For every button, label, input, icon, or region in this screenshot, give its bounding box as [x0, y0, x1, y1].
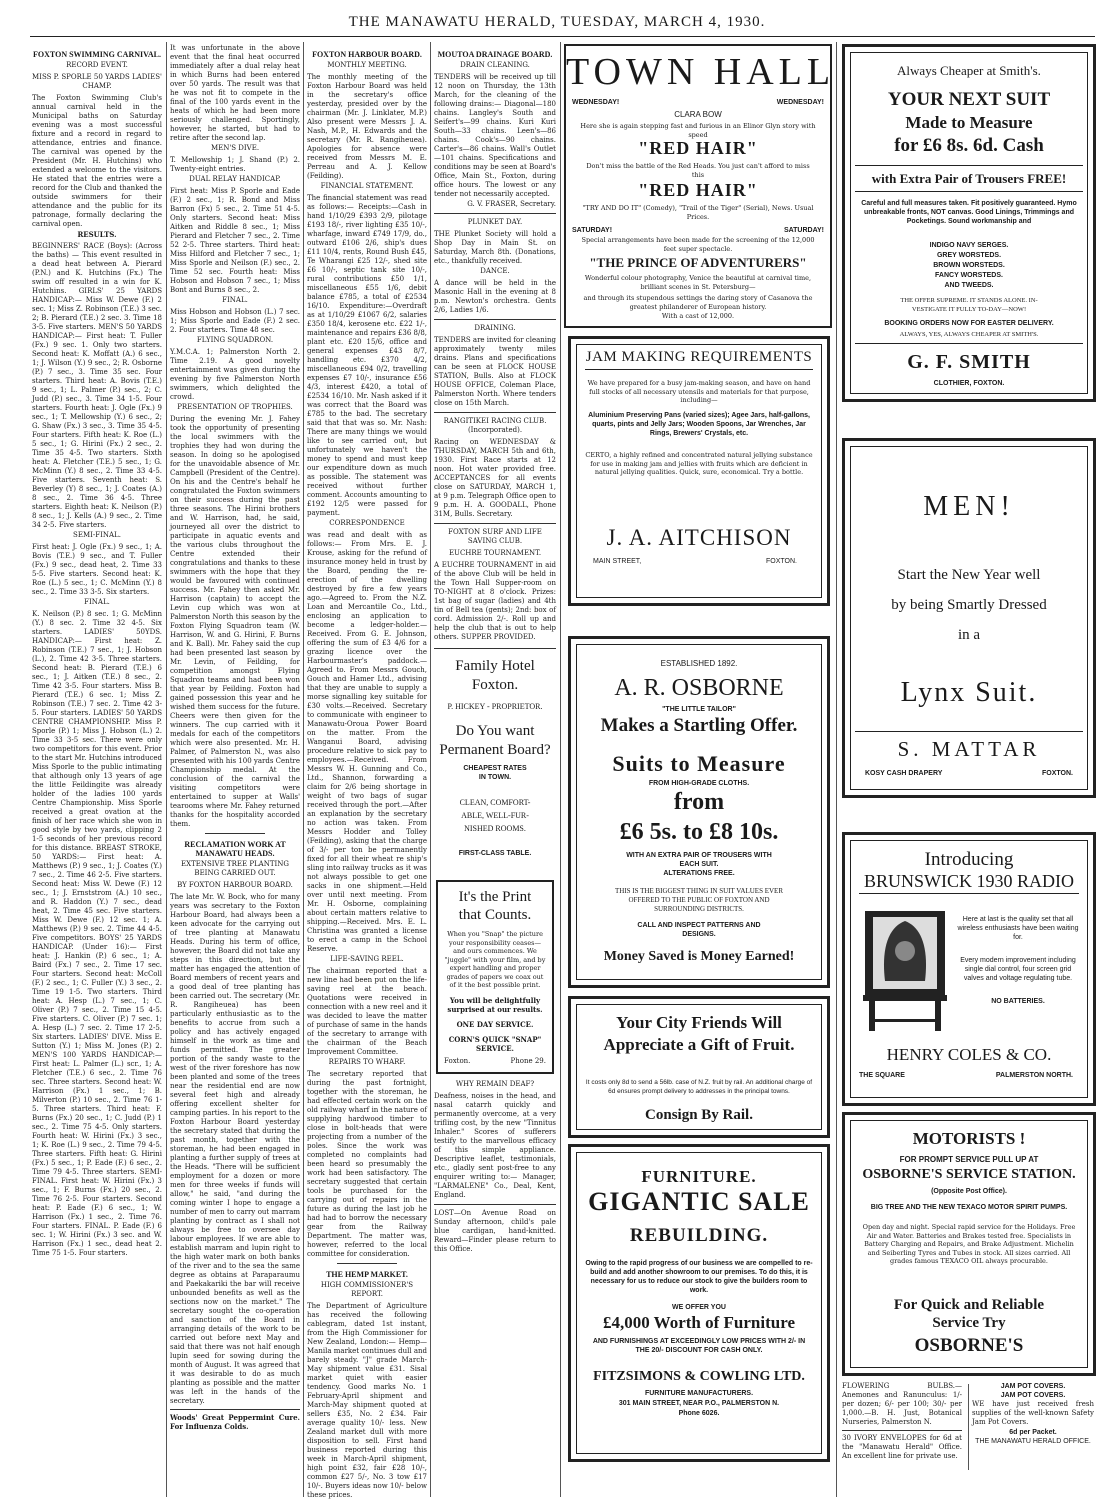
furniture-title: GIGANTIC SALE	[588, 1187, 810, 1216]
mattar-sub	[865, 769, 1073, 778]
fruit-title: Your City Friends Will	[616, 1013, 782, 1032]
smith-list-item: GREY WORSTEDS.	[936, 252, 1002, 259]
ad-smith-suits	[842, 44, 1096, 402]
board-rates: CHEAPEST RATES	[463, 765, 527, 772]
smith-book: BOOKING ORDERS NOW FOR EASTER DELIVERY.	[884, 320, 1054, 327]
fruit-body: It costs only 8d to send a 56lb. case of N.Z. fruit by rail. An additional charge of 6d ensures prompt delivery to addresses in the principal towns.	[585, 1079, 813, 1095]
osborne-saved: Money Saved is Money Earned!	[603, 949, 795, 964]
osborne-from: from	[673, 789, 725, 815]
ad-brunswick-radio	[842, 832, 1096, 1106]
print-brand: CORN'S QUICK "SNAP" SERVICE.	[448, 1034, 542, 1053]
osborne-offer: Makes a Startling Offer.	[600, 715, 798, 736]
print-title: that Counts.	[458, 907, 532, 923]
furniture-head: FURNITURE.	[641, 1167, 757, 1186]
radio-h2: BRUNSWICK 1930 RADIO	[863, 871, 1074, 891]
board-desc: ABLE, WELL-FUR-	[461, 811, 529, 820]
furniture-name: FITZSIMONS & COWLING LTD.	[593, 1369, 805, 1384]
notice-title: DRAINING.	[474, 324, 516, 332]
mattar-suit: Lynx Suit.	[900, 677, 1038, 708]
article-body: BEGINNERS' RACE (Boys): (Across the baths) — This event resulted in a dead heat between A. Pierard (P.N.) and K. Hutchins (Fx.) The swim off resulted in a win for K. Hutchins. GIRLS' 25 YARDS HANDICAP:— Miss W. Dewe (F.) 2 sec. 1; Miss Z. Robinson (T.E.) 3 sec. 2; B. Pierard (T.E.) 2 sec. 3. Time 18 3-5. Five starters. MEN'S 50 YARDS HANDICAP:— First heat: T. Fuller (Fx.) 9 sec. 1. Only two starters. Second heat: K. Moffatt (A.) 6 sec., 1; J. Wilson (Y.) 9 sec., 2; R. Osborne (P.) 7 sec., 3. Time 35 sec. Four starters. Third heat: A. Bovis (T.E.) 9 sec., 1; L. Palmer (P.) sec., 2; C. Judd (P.) sec., 3. Time 34 1-5. Four starters. Fourth heat: J. Ogle (Fx.) 9 sec., 1; T. Mellowship (Y.) 6 sec., 2; G. Shaw (Fx.) 3 sec., 3. Time 35 4-5. Four starters. Fifth heat: K. Roe (L.) 5 sec., 1; G. Hirini (Fx.) 2 sec., 2. Time 35 4-5. Two starters. Sixth heat: A. Fletcher (T.E.) 5 sec., 1; G. McMinn (Y.) 8 sec., 2. Time 33 4-5. Five starters. Seventh heat: S. Beverley (Y) 8 sec., 1; J. Coates (A.) 8 sec., 2. Time 36 4-5. Three starters. Eighth heat: K. Neilson (P.) 8 sec., 1; J. Kells (A.) 9 sec., 2. Time 34 2-5. Five starters.	[32, 242, 162, 529]
notice-body: Deafness, noises in the head, and nasal catarrh quickly and permanently overcome, at a very trifling cost, by the new "Tinnitus Inhaler." Scores of sufferers testify to the marvellous efficacy of this simple appliance. Descriptive leaflet, testimonials, etc., gladly sent post-free to any enquirer writing to:— Manager, "LARMALENE" Co., Deal, Kent, England.	[434, 1091, 556, 1199]
smith-top: Always Cheaper at Smith's.	[897, 63, 1041, 78]
article-subtitle: HIGH COMMISSIONER'S REPORT.	[320, 1281, 414, 1298]
article-subtitle: EXTENSIVE TREE PLANTING BEING CARRIED OUT.	[180, 860, 290, 877]
article-body: The monthly meeting of the Foxton Harbour Board was held in the secretary's office yesterday, presided over by the chairman (Mr. J. Linklater, M.P.) Also present were Messrs J. A. Nash, M.P., H. Edwards and the secretary (Mr. R. Rangiheuea). Apologies for absence were received from Messrs M. E. Perreau and A. J. Kellow (Feilding).	[307, 73, 427, 180]
radio-p1: Here at last is the quality set that all wireless enthusiasts have been waiting for.	[957, 916, 1079, 941]
ad-osborne-service-station	[842, 1112, 1096, 1376]
notice-bulbs	[842, 1382, 962, 1472]
print-body: When you "Snap" the picture your responsibility ceases—and ours commences. We "juggle" with your film, and by expert handling and proper grades of papers we coax out of it the best possible print.	[444, 930, 546, 989]
article-body: It was unfortunate in the above event that the final heat occurred immediately after a dual relay heat in which Burns had been entered over 50 yards. The result was that he was not fit to compete in the final of the 100 yards event in the heats of which he had been more seriously challenged. Sportingly, however, he started, but had to retire after the second lap.	[170, 44, 300, 142]
jam-certo: CERTO, a highly refined and concentrated natural jellying substance for use in making jam and jellies with fruits which are deficient in natural jellying qualities. Quick, sure, economical. Try a bottle.	[585, 451, 813, 476]
notice-title: MOUTOA DRAINAGE BOARD.	[437, 50, 553, 59]
ad-jam-making	[568, 336, 830, 606]
hotel-owner: P. HICKEY - PROPRIETOR.	[447, 702, 543, 711]
divider	[170, 1409, 300, 1410]
article-subtitle: RECORD EVENT.	[66, 61, 128, 69]
osborne-cloth: FROM HIGH-GRADE CLOTHS.	[648, 780, 750, 787]
article-swimming-cont	[170, 44, 300, 1494]
section-heading: FINAL.	[84, 598, 110, 606]
radio-p3: NO BATTERIES.	[991, 998, 1045, 1005]
smith-body: Careful and full measures taken. Fit positively guaranteed. Hymo unbreakable fronts, NOT canvas. Good Linings, Trimmings and Pocketings. Sound workmanship and	[861, 200, 1077, 225]
print-service: ONE DAY SERVICE.	[456, 1019, 534, 1029]
address-street: MAIN STREET,	[593, 558, 642, 565]
radio-merchant: HENRY COLES & CO.	[886, 1045, 1052, 1064]
section-heading: DUAL RELAY HANDICAP.	[189, 175, 281, 183]
notice-signature: G. V. FRASER, Secretary.	[467, 200, 556, 208]
section-heading: FINANCIAL STATEMENT.	[320, 182, 414, 190]
article-body: The secretary reported that during the past fortnight, together with the storeman, he had effected certain work on the old railway wharf in the nature of supplying hardwood timber to close in bolt-heads that were projecting from a number of the poles. Since the work was completed no complaints had been heard so presumably the work had been satisfactory. The secretary suggested that certain tools be purchased for the carrying out of repairs in the future as during the last job he had had to borrow the necessary gear from the Railway Department. The matter was, however, referred to the local committee for consideration.	[307, 1070, 427, 1258]
notice-body: A EUCHRE TOURNAMENT in aid of the above Club will be held in the Town Hall Supper-room on TO-NIGHT at 8 o'clock. Prizes: 1st bag of sugar (ladies) and 4th tin of Bell tea (gents); 2nd: box of cord. Admission 2/-. Roll up and help the club that is out to help others. SUPPER PROVIDED.	[434, 561, 556, 641]
jam-body: We have prepared for a busy jam-making season, and have on hand full stocks of all necessary utensils and materials for that purpose, including—	[587, 379, 811, 404]
osborne-extra: WITH AN EXTRA PAIR OF TROUSERS WITH	[626, 852, 772, 859]
article-subtitle: MONTHLY MEETING.	[327, 61, 407, 69]
column-divider	[430, 42, 431, 1497]
divider	[434, 523, 556, 524]
section-heading: PRESENTATION OF TROPHIES.	[177, 403, 293, 411]
motor-opp: (Opposite Post Office).	[931, 1188, 1007, 1195]
section-heading: SEMI-FINAL.	[73, 531, 121, 539]
jam-covers-head: JAM POT COVERS.	[1000, 1383, 1066, 1390]
masthead: THE MANAWATU HERALD, TUESDAY, MARCH 4, 1930.	[348, 14, 766, 30]
osborne-call: CALL AND INSPECT PATTERNS AND	[637, 922, 761, 929]
radio-cabinet-icon	[859, 907, 951, 1035]
furniture-phone: Phone 6026.	[678, 1410, 720, 1417]
section-heading: LIFE-SAVING REEL.	[330, 955, 404, 963]
motor-sub: FOR PROMPT SERVICE PULL UP AT	[899, 1155, 1039, 1164]
motor-body: Open day and night. Special rapid service for the Holidays. Free Air and Water. Batteries and Brakes tested free. Specialists in Battery Charging and Repairs, and Brake Adjustment. Michelin and Seiberling Tyres and Tubes in stock. All sizes carried. All grades famous TEXACO OIL always procurable.	[862, 1223, 1076, 1265]
address-street: THE SQUARE	[859, 1072, 905, 1079]
print-town: Foxton.	[444, 1056, 471, 1065]
article-body: First heat: J. Ogle (Fx.) 9 sec., 1; A. Bovis (T.E.) 9 sec., and T. Fuller (Fx.) 9 sec., dead heat, 2. Time 33 5-5. Five starters. Second heat: K. Roe (L.) 5 sec., 1; C. McMinn (Y.) 8 sec., 2. Time 33 3-5. Six starters.	[32, 543, 162, 596]
print-phone: Phone 29.	[510, 1056, 546, 1065]
print-ad	[436, 880, 554, 1074]
mattar-line: in a	[957, 627, 981, 643]
motor-title: MOTORISTS !	[912, 1129, 1026, 1148]
osborne-est: ESTABLISHED 1892.	[660, 659, 738, 668]
osborne-extra: EACH SUIT.	[679, 861, 719, 868]
smith-offer: THE OFFER SUPREME. IT STANDS ALONE. IN-	[900, 297, 1038, 304]
article-body: The late Mr. W. Bock, who for many years was secretary to the Foxton Harbour Board, had always been a keen advocate for the carrying out of tree planting at Manawatu Heads. During his term of office, however, the Board did not take any steps in this direction, but the matter has engaged the attention of Board members of recent years and a good deal of tree planting has been carried out. The secretary (Mr. R. Rangiheuea) has been particularly enthusiastic as to the benefits to accrue from such a policy and has actively engaged himself in the work as time and funds permitted. The greater portion of the sandy waste to the west of the river foreshore has now been planted and some of the trees near the residential end are now several feet high and already offering excellent shelter for camping parties. In his report to the Foxton Harbour Board yesterday the secretary stated that during the past month, together with the storeman, he had been engaged in planting a further supply of trees at the Heads. "There will be sufficient employment for a dozen or more men for three weeks if funds will allow," he said, "and during the coming winter I hope to engage a number of men to carry out marram planting by contract as I shall not always be free to oversee day labour employees. If we are able to establish marram and lupin right to the high water mark on both banks of the river and to the sea the same degree as obtains at Paraparaumu and Paekakariki the bar will receive unbounded benefits as well as the sections now on the market." The secretary sought the co-operation and sanction of the Board in arranging details of the work to be carried out before next May and said that there was not half enough lupin seed for sowing during the month of August. It was agreed that it was desirable to do as much planting as possible and the matter was left in the hands of the secretary.	[170, 893, 300, 1405]
hotel-town: Foxton.	[471, 677, 519, 693]
article-body: The Department of Agriculture has received the following cablegram, dated 1st instant, from the High Commissioner for New Zealand, London:— Hemp—Manila market continues dull and barely steady. "J" grade March-May shipment value £31. Sisal market quiet with easier tendency. Good marks No. 1 February-April shipment and March-May shipment quoted at sellers £35, No. 2 £34. Fair average quality 10/- less. New Zealand market dull with more disposition to sell. First hand business reported during this week in March-April shipment, high point £32, fair £28 10/-, common £27 5/-, No. 3 tow £17 10/-. Buyers ideas now 10/- below these prices.	[307, 1302, 427, 1499]
mattar-town: FOXTON.	[1042, 770, 1073, 777]
section-heading: CORRESPONDENCE	[329, 519, 405, 527]
board-question: Do You want	[455, 723, 535, 739]
board-question: Permanent Board?	[439, 742, 551, 758]
section-heading: RESULTS.	[77, 230, 117, 239]
column-divider	[968, 1384, 969, 1470]
motor-cta: For Quick and Reliable	[893, 1297, 1045, 1313]
ad-mattar-lynx	[842, 438, 1096, 798]
osborne-extra: ALTERATIONS FREE.	[663, 870, 735, 877]
article-body: The financial statement was read as follows:— Receipts:—Cash in hand 1/10/29 £393 2/9, pilotage £193 18/-, river lighting £35 10/-, wharfage, inward £749 17/9, do., outward £106 2/6, ship's dues £11 10/4, rents, Round Bush £45, Te Wharangi £25 12/-, shed site £6 10/-, septic tank site 10/-, rural contributions £50 1/1, miscellaneous £55 1/6, debit balance £785, a total of £2534 16/10. Expenditure:—Overdraft as at 1/10/29 £1067 6/2, salaries £350 18/4, kerosene etc. £22 1/-, maintenance and repairs £36 8/8, plant etc. £20 15/6, office and general expenses £43 8/7, handling etc. £370 4/2, miscellaneous £94 0/2, travelling expenses £7 10/-, insurance £56 4/3, interest £420, a total of £2534 16/10. Mr. Nash asked if it was correct that the Board was £785 to the bad. The secretary said that that was so. Mr. Nash: There are many things we would like to see carried out, but unfortunately we haven't the money to spend and must keep our expenditure down as much as possible. The statement was received without further comment. Accounts amounting to £192 12/5 were passed for payment.	[307, 194, 428, 517]
notice-body: TENDERS will be received up till 12 noon on Thursday, the 13th March, for the cleaning of the following drains:— Diagonal—180 chains. Langley's South and Seifert's—99 chains. Kuri Kuri South—33 chains. Leen's—86 chains. Cook's—90 chains. Carter's—86 chains. Wall's Outlet—101 chains. Specifications and conditions may be seen at Board's Office, Main St., Foxton, during office hours. The lowest or any tender not necessarily accepted.	[434, 73, 556, 198]
film-title: "RED HAIR"	[638, 180, 758, 200]
notice-body: Racing on WEDNESDAY & THURSDAY, MARCH 5th and 6th, 1930. First Race starts at 12 noon. Hot water provided free. ACCEPTANCES for all events close on SATURDAY, MARCH 1, at 9 p.m. Telegraph Office open to 9 p.m. H. A. GOODALL, Phone 31M, Bulls. Secretary.	[434, 438, 556, 518]
board-rates: IN TOWN.	[478, 774, 512, 781]
radio-text	[957, 915, 1079, 1006]
furniture-body2: AND FURNISHINGS AT EXCEEDINGLY LOW PRICES WITH 2/- IN THE 20/- DISCOUNT FOR CASH ONLY.	[592, 1338, 806, 1354]
smith-list-item: INDIGO NAVY SERGES.	[929, 242, 1009, 249]
motor-name: OSBORNE'S SERVICE STATION.	[862, 1167, 1076, 1182]
townhall-blurb: Here she is again stepping fast and furious in an Elinor Glyn story with speed	[580, 122, 816, 139]
furniture-sub: REBUILDING.	[629, 1225, 769, 1246]
townhall-day-row	[572, 98, 824, 107]
article-body: Y.M.C.A. 1; Palmerston North 2. Time 2.19. A good novelty entertainment was given during the evening by five Palmerston North swimmers, which delighted the crowd.	[170, 348, 300, 401]
mattar-title: MEN!	[923, 491, 1015, 522]
notice-title: DANCE.	[480, 267, 510, 275]
ad-town-hall	[564, 44, 836, 328]
townhall-title: TOWN HALL	[566, 51, 836, 93]
furniture-body: Owing to the rapid progress of our business we are compelled to re-build and add another showroom to our premises. To do this, it is necessary for us to reduce our stock to give the builders room to work.	[585, 1260, 813, 1294]
article-subtitle: MISS P. SPORLE 50 YARDS LADIES' CHAMP.	[32, 73, 162, 90]
notice-body: THE Plunket Society will hold a Shop Day in Main St. on Saturday, March 8th. (Donations, etc., thankfully received.	[434, 230, 556, 265]
motor-brand: OSBORNE'S	[914, 1335, 1024, 1356]
divider	[434, 213, 556, 214]
article-body: was read and dealt with as follows:— From Mrs. E. J. Krouse, asking for the refund of insurance money held in trust by the Board, pending the re-erection of the dwelling destroyed by fire a few years ago.—Agreed to. From the N.Z. Loan and Mercantile Co., Ltd., enclosing an application to become a ledger-holder.—Received. From G. E. Johnson, offering the sum of £3 4/6 for a grazing licence over the Harbourmaster's paddock.—Agreed to. From Messrs Gouch, Gouch and Hamer Ltd., advising that they are unable to supply a morse signalling key suitable for £30 volts.—Received. Secretary to communicate with engineer to Manawatu-Oroua Power Board on the matter. From the Wanganui Board, advising procedure relative to sick pay to employees.—Received. From Messrs W. H. Gunning and Co., Ltd., Shannon, forwarding a claim for 2/6 being shortage in weight of two bags of sugar received through the port.—After an explanation by the secretary no action was taken. From Messrs Hodder and Tolley (Feilding), asking that the charge of 3/- per ton be permanently fixed for all their wheat re ship's sling into railway trucks as it was not always possible to get one sacks in one shipment.—Held over until next meeting. From Mr. H. Osborne, complaining about certain matters relative to shipping.—Received. Mrs. E. L. Christina was granted a license to erect a camp in the School Reserve.	[307, 531, 427, 953]
radio-h1: Introducing	[924, 849, 1014, 870]
board-table: FIRST-CLASS TABLE.	[458, 850, 532, 857]
section-heading: FINAL.	[222, 296, 248, 304]
section-heading: MEN'S DIVE.	[210, 144, 260, 152]
ad-fruit-rail	[568, 996, 830, 1138]
article-body: The Foxton Swimming Club's annual carnival held in the Municipal baths on Saturday evening was a most successful fixture and a record in regard to attendance, entries and finance. The carnival was opened by the President (Mr. H. Hutchins) who extended a welcome to the visitors. He stated that the entries were a record for the Club and thanked the outside swimmers for their attendance and the public for its patronage, formally declaring the carnival open.	[32, 94, 162, 228]
smith-list-item: AND TWEEDS.	[944, 282, 994, 289]
smith-list-item: FANCY WORSTEDS.	[935, 272, 1003, 279]
furniture-sub2: FURNITURE MANUFACTURERS.	[644, 1390, 754, 1397]
hotel-name: Family Hotel	[455, 658, 535, 674]
mattar-store: KOSY CASH DRAPERY	[865, 770, 943, 777]
divider	[434, 412, 556, 413]
smith-h2: Made to Measure	[905, 113, 1033, 132]
osborne-name: A. R. OSBORNE	[614, 675, 784, 701]
notice-body: A dance will be held in the Masonic Hall in the evening at 8 p.m. Newton's orchestra. Gents 2/6, Ladies 1/6.	[434, 279, 556, 314]
jam-covers-office: THE MANAWATU HERALD OFFICE.	[975, 1438, 1091, 1445]
film-title: "THE PRINCE OF ADVENTURERS"	[589, 255, 807, 270]
footer-ad: Woods' Great Peppermint Cure. For Influenza Colds.	[170, 1413, 300, 1431]
address-town: PALMERSTON NORTH.	[995, 1072, 1073, 1079]
hotel-ad	[434, 657, 556, 858]
divider	[337, 1263, 397, 1264]
fruit-cta: Consign By Rail.	[645, 1107, 753, 1123]
board-desc: CLEAN, COMFORT-	[459, 798, 531, 807]
jam-covers-price: 6d per Packet.	[1009, 1429, 1057, 1436]
bulbs-notice: FLOWERING BULBS.—Anemones and Ranunculus: 1/- per dozen; 6/- per 100; 30/- per 1,000.—B. H. Just, Botanical Nurseries, Palmerston N.	[842, 1382, 962, 1426]
mattar-line: Start the New Year well	[897, 567, 1041, 583]
jam-merchant: J. A. AITCHISON	[606, 525, 792, 550]
section-heading: FLYING SQUADRON.	[196, 336, 274, 344]
article-title: RECLAMATION WORK AT MANAWATU HEADS.	[184, 840, 286, 858]
townhall-day-row	[572, 226, 824, 235]
article-subtitle: BY FOXTON HARBOUR BOARD.	[177, 881, 293, 889]
notice-subtitle: DRAIN CLEANING.	[460, 61, 530, 69]
column-divider	[303, 42, 304, 1497]
jam-title: JAM MAKING REQUIREMENTS	[585, 349, 813, 365]
townhall-blurb: Don't miss the battle of the Red Heads. You just can't afford to miss this	[586, 162, 810, 179]
column-notices	[434, 44, 556, 1494]
motor-cta: Service Try	[932, 1315, 1006, 1331]
jam-items: Aluminium Preserving Pans (varied sizes); Agee Jars, half-gallons, quarts, pints and Jelly Jars; Wooden Spoons, Jar Wrenches, Jar Rings, Brewers' Crystals, etc.	[588, 412, 810, 437]
article-swimming-carnival	[32, 44, 162, 1494]
fruit-title: Appreciate a Gift of Fruit.	[603, 1035, 795, 1054]
day-label: SATURDAY!	[572, 227, 613, 234]
article-body: T. Mellowship 1; J. Shand (P.) 2. Twenty-eight entries.	[170, 156, 300, 173]
townhall-blurb: With a cast of 12,000.	[661, 312, 735, 320]
article-harbour-board	[307, 44, 428, 1499]
radio-p2: Every modern improvement including single dial control, four screen grid valves and voltage regulating tube.	[960, 957, 1076, 982]
notice-jam-pot-covers	[972, 1382, 1094, 1472]
day-label: WEDNESDAY!	[572, 99, 620, 106]
smith-h1: YOUR NEXT SUIT	[887, 89, 1051, 110]
smith-h4: with Extra Pair of Trousers FREE!	[871, 171, 1067, 186]
article-body: During the evening Mr. J. Fahey took the opportunity of presenting the local swimmers with the trophies they had won during the season. In doing so he apologised for the unavoidable absence of Mr. Campbell (President of the Centre). On his and the Centre's behalf he congratulated the Foxton swimmers on their success during the past three seasons. The Hirini brothers and W. Harrison, had, he said, journeyed all over the district to participate in aquatic events and the various clubs throughout the Centre extended their congratulations and thanks to these swimmers with the hope that they would be favoured with continued success. Mr. Fahey then asked Mr. Harrison (captain) to accept the Levin cup which was won at Palmerston North this season by the Foxton Flying Squadron team (W. Harrison, W. and G. Hirini, F. Burns and K. Ball). Mr. Fahey said the cup had been presented last season by Mr. Levin, of Feilding, for competition amongst Flying Squadron teams and had been won that year by Feilding. Foxton had gained possession this year and he wished them success for the future. Cheers were then given for the winners. The cup carried with it medals for each of the competitors which were also presented. Mr. H. Palmer, of Palmerston N., was also presented with his 100 yards Centre Championship medal. At the conclusion of the carnival the visiting competitors were entertained to supper at Walls' tearooms where Mr. Fahey returned thanks for the hospitality accorded them.	[170, 415, 300, 828]
furniture-amount: £4,000 Worth of Furniture	[602, 1313, 796, 1332]
ad-furniture-sale	[568, 1144, 830, 1462]
mattar-line: by being Smartly Dressed	[891, 597, 1047, 613]
notice-body: TENDERS are invited for cleaning approximately twenty miles drains. Plans and specifications can be seen at FLOCK HOUSE STATION, Bulls. Also at FLOCK HOUSE OFFICE, Coleman Place, Palmerston North. Where tenders close on 15th March.	[434, 336, 556, 407]
motor-texaco: BIG TREE AND THE NEW TEXACO MOTOR SPIRIT PUMPS.	[870, 1204, 1068, 1211]
notice-body: LOST—On Avenue Road on Sunday afternoon, child's pale blue cardigan, hand-knitted. Reward—Finder please return to this Office.	[434, 1208, 556, 1253]
smith-sub: CLOTHIER, FOXTON.	[933, 380, 1005, 387]
article-body: K. Neilson (P.) 8 sec. 1; G. McMinn (Y.) 8 sec. 2. Time 32 4-5. Six starters. LADIES' 50YDS. HANDICAP:— First heat: Z. Robinson (T.E.) 7 sec., 1; J. Hobson (L.), 2. Time 42 3-5. Three starters. Second heat: B. Pierard (T.E.) 6 sec., 1; J. Aitken (T.E.) 8 sec., 2. Time 42 3-5. Four starters. Miss B. Pierard (T.E.) 6 sec. 1; Miss Z. Robinson (T.E.) 7 sec. 2. Time 42 3-5. Four starters. LADIES' 50 YARDS CENTRE CHAMPIONSHIP. Miss P. Sporle (P.) 1; Miss J. Hobson (L.) 2. Time 33 3-5 sec. There were only two competitors for this event. Prior to the start Mr. Hutchins introduced Miss Sporle to the public intimating that although only 13 years of age the little Feildingite was already holder of the ladies 100 yards Centre Championship. Miss Sporle received a great ovation at the finish of her race which she won in good style by two yards, clipping 2 1-5 seconds of her previous record for this distance. BREAST STROKE, 50 YARDS:— First heat: A. Matthews (P.) 9 sec., 1; J. Coates (Y.) 7 sec., 2. Time 46 2-5. Five starters. Second heat: Miss W. Dewe (F.) 12 sec., 1; J. Ernststrom (A.) 10 sec., and R. Haddon (Y.) 7 sec., dead heat, 2. Time 45 sec. Five starters. Miss W. Dewe (F.) 12 sec. 1; A. Matthews (P.) 9 sec. 2. Time 44 4-5. Five competitors. BOYS' 25 YARDS HANDICAP. (Under 16):— First heat: J. Hankin (P.) 6 sec., 1; A. Baird (Fx.) 7 sec., 2. Time 17 sec. Four starters. Second heat: McColl (F.) 2 sec., 1; C. Fuller (Y.) 3 sec., 2. Time 19 1-5. Two starters. Third heat: A. Hesp (L.) 7 sec., 1; C. Oliver (P.) 7 sec., 2. Time 15 4-5. Five starters. C. Oliver (P.) 7 sec. 1; A. Hesp (L.) 7 sec. 2. Time 17 2-5. Six starters. LADIES' DIVE. Miss E. Sutton (Y.) 1; Miss M. Jones (P.) 2. MEN'S 100 YARDS HANDICAP:— First heat: L. Palmer (L.) scr., 1; A. Fletcher (T.E.) 6 sec., 2. Time 76 sec. Three starters. Second heat: W. Harrison (Fx.) 1 sec., 1; B. Milverton (P.) 10 sec., 2. Time 76 1-5. Three starters. Third heat: F. Burns (Fx.) 20 sec., 1; C. Judd (P.) 1 sec., 2. Time 75 4-5. Only starters. Fourth heat: W. Hirini (Fx.) 3 sec., 1; K. Roe (L.) 9 sec., 2. Time 79 4-5. Three starters. Fifth heat: G. Hirini (Fx.) 5 sec., 1; P. Eade (F.) 6 sec., 2. Time 79 4-5. Three starters. SEMI-FINAL. First heat: W. Hirini (Fx.) 3 sec., 1; F. Burns (Fx.) 20 sec., 2. Time 76 2-5. Four starters. Second heat: P. Eade (F.) 6 sec., 1; W. Harrison (Fx.) 1 sec., 2. Time 76. Four starters. FINAL. P. Eade (F.) 6 sec. 1; W. Hirini (Fx.) 3 sec. and W. Harrison (Fx.) 1 sec., dead heat 2. Time 75 1-5. Four starters.	[32, 610, 162, 1257]
townhall-blurb: "TRY AND DO IT" (Comedy), "Trail of the Tiger" (Serial), News. Usual Prices.	[582, 204, 814, 221]
column-divider	[560, 42, 561, 1497]
column-divider	[166, 42, 167, 1497]
osborne-biggest: OFFERED TO THE PUBLIC OF FOXTON AND	[628, 896, 770, 904]
townhall-blurb: and through its stupendous settings the daring story of Casanova the greatest philanderer of European history.	[583, 294, 813, 311]
article-body: Miss Hobson and Hobson (L.) 7 sec. 1; Miss Sporle and Eade (F.) 2 sec. 2. Four starters. Time 48 sec.	[170, 308, 300, 334]
osborne-tag: "THE LITTLE TAILOR"	[662, 706, 736, 713]
article-title: FOXTON SWIMMING CARNIVAL.	[33, 50, 161, 59]
divider	[205, 833, 265, 834]
print-title: It's the Print	[458, 889, 532, 905]
jam-address	[593, 557, 797, 566]
osborne-call: DESIGNS.	[682, 931, 716, 938]
print-footer	[444, 1057, 546, 1066]
smith-list-item: BROWN WORSTEDS.	[933, 262, 1005, 269]
smith-always: ALWAYS, YES, ALWAYS CHEAPER AT SMITH'S.	[899, 331, 1039, 338]
jam-covers-head: JAM POT COVERS.	[1000, 1392, 1066, 1399]
smith-offer: VESTIGATE IT FULLY TO-DAY—NOW!	[911, 306, 1027, 313]
smith-name: G. F. SMITH	[907, 351, 1031, 373]
notice-subtitle: EUCHRE TOURNAMENT.	[448, 549, 542, 557]
ad-osborne-tailor	[568, 636, 830, 988]
smith-h3: for £6 8s. 6d. Cash	[894, 135, 1044, 156]
osborne-price: £6 5s. to £8 10s.	[619, 819, 779, 845]
jam-covers-body: WE have just received fresh supplies of the well-known Safety Jam Pot Covers.	[972, 1400, 1094, 1426]
mattar-name: S. MATTAR	[897, 737, 1041, 761]
print-promise: You will be delightfully surprised at our results.	[447, 995, 543, 1014]
article-title: FOXTON HARBOUR BOARD.	[312, 50, 422, 59]
townhall-star: CLARA BOW	[674, 110, 722, 119]
divider	[434, 319, 556, 320]
townhall-blurb: Wonderful colour photography, Venice the beautiful at carnival time, brilliant scenes in St. Petersburg—	[584, 274, 812, 291]
osborne-suits: Suits to Measure	[612, 751, 786, 776]
film-title: "RED HAIR"	[638, 138, 758, 158]
furniture-offer: WE OFFER YOU	[672, 1304, 726, 1311]
address-town: FOXTON.	[766, 558, 797, 565]
notice-title: PLUNKET DAY.	[467, 218, 523, 226]
column-divider	[836, 42, 837, 1497]
article-body: The chairman reported that a new line had been put on the life-saving reel at the beach. Quotations were received in connection with a new reel and it was decided to leave the matter of purchase of same in the hands of the secretary to arrange with the chairman of the Beach Improvement Committee.	[307, 967, 427, 1056]
furniture-address: 301 MAIN STREET, NEAR P.O., PALMERSTON N.	[618, 1400, 780, 1407]
divider	[434, 1204, 556, 1205]
radio-address	[859, 1071, 1073, 1080]
townhall-blurb: Special arrangements have been made for the screening of the 12,000 feet super spectacle.	[581, 236, 815, 253]
masthead-rule	[30, 36, 1095, 37]
notice-title: WHY REMAIN DEAF?	[455, 1079, 535, 1088]
notice-title: FOXTON SURF AND LIFE SAVING CLUB.	[448, 528, 542, 545]
article-title: THE HEMP MARKET.	[326, 1270, 408, 1279]
section-heading: REPAIRS TO WHARF.	[328, 1058, 406, 1066]
osborne-biggest: SURROUNDING DISTRICTS.	[654, 905, 744, 913]
day-label: WEDNESDAY!	[776, 99, 824, 106]
divider	[434, 648, 556, 649]
osborne-biggest: THIS IS THE BIGGEST THING IN SUIT VALUES EVER	[614, 887, 783, 895]
day-label: SATURDAY!	[783, 227, 824, 234]
notice-title: RANGITIKEI RACING CLUB. (Incorporated).	[443, 417, 547, 434]
article-body: First heat: Miss P. Sporle and Eade (F.) 2 sec., 1; R. Bond and Miss Barron (Fx) 5 sec., 2. Time 51 4-5. Only starters. Second heat: Miss Aitken and Riddle 8 sec., 1; Miss Pierard and Fletcher 7 sec., 2. Time 52 2-5. Three starters. Third heat: Miss Hilford and Fletcher 7 sec., 1; Miss Sporle and Neilson (F.) sec., 2. Time 52 sec. Fourth heat: Miss Hobson and Hobson 7 sec., 1; Miss Bont and Burns 8 sec., 2.	[170, 187, 300, 294]
envelopes-notice: 30 IVORY ENVELOPES for 6d at the "Manawatu Herald" Office. An excellent line for private use.	[842, 1434, 962, 1460]
board-desc: NISHED ROOMS.	[464, 824, 526, 833]
